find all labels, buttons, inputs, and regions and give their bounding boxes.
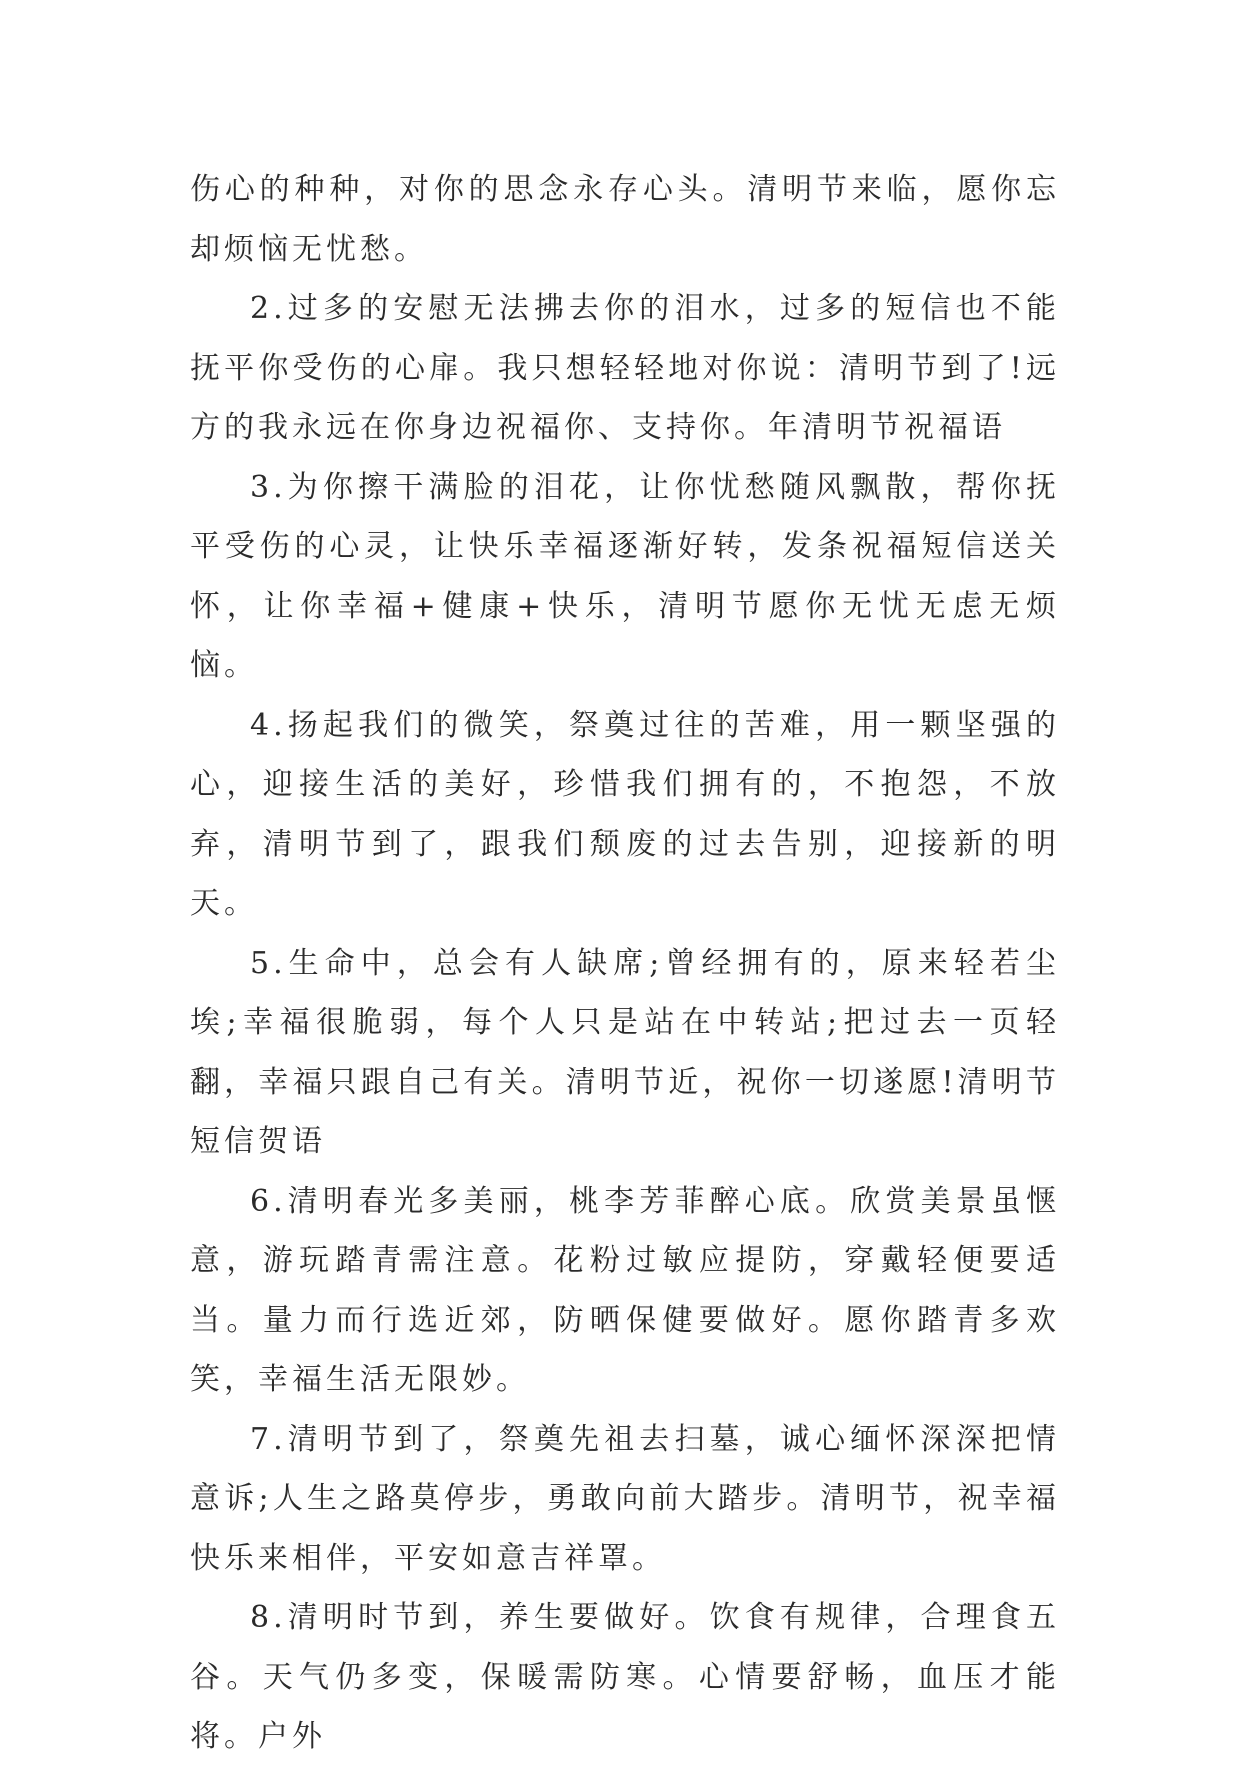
list-item-8: 8.清明时节到，养生要做好。饮食有规律，合理食五谷。天气仍多变，保暖需防寒。心情要舒畅，血压才能将。户外 (190, 1600, 1060, 1754)
paragraph-continuation: 伤心的种种，对你的思念永存心头。清明节来临，愿你忘却烦恼无忧愁。 (190, 172, 1060, 267)
list-item-7: 7.清明节到了，祭奠先祖去扫墓，诚心缅怀深深把情意诉;人生之路莫停步，勇敢向前大踏步。清明节，祝幸福快乐来相伴，平安如意吉祥罩。 (190, 1421, 1060, 1576)
list-item-4: 4.扬起我们的微笑，祭奠过往的苦难，用一颗坚强的心，迎接生活的美好，珍惜我们拥有的，不抱怨，不放弃，清明节到了，跟我们颓废的过去告别，迎接新的明天。 (190, 707, 1060, 921)
list-item-5: 5.生命中，总会有人缺席;曾经拥有的，原来轻若尘埃;幸福很脆弱，每个人只是站在中转站;把过去一页轻翻，幸福只跟自己有关。清明节近，祝你一切遂愿!清明节短信贺语 (190, 945, 1060, 1159)
list-item-6: 6.清明春光多美丽，桃李芳菲醉心底。欣赏美景虽惬意，游玩踏青需注意。花粉过敏应提防，穿戴轻便要适当。量力而行选近郊，防晒保健要做好。愿你踏青多欢笑，幸福生活无限妙。 (190, 1183, 1060, 1397)
document-body (190, 160, 1060, 1767)
list-item-3: 3.为你擦干满脸的泪花，让你忧愁随风飘散，帮你抚平受伤的心灵，让快乐幸福逐渐好转，发条祝福短信送关怀，让你幸福+健康+快乐，清明节愿你无忧无虑无烦恼。 (190, 469, 1060, 683)
list-item-2: 2.过多的安慰无法拂去你的泪水，过多的短信也不能抚平你受伤的心扉。我只想轻轻地对你说：清明节到了!远方的我永远在你身边祝福你、支持你。年清明节祝福语 (190, 291, 1060, 445)
